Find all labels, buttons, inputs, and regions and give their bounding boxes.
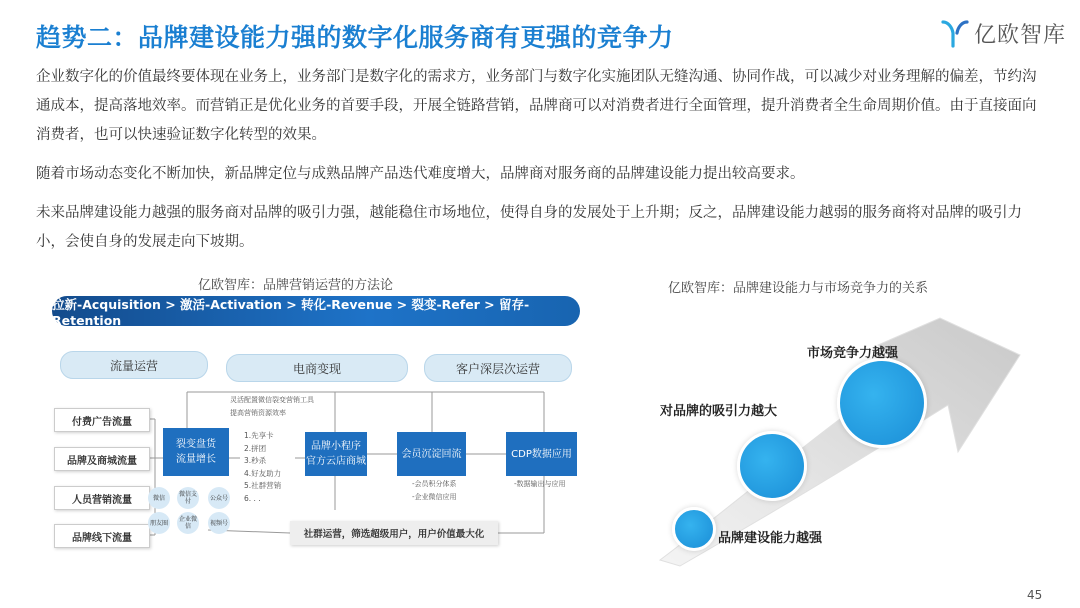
stage-traffic-ops: 流量运营 xyxy=(60,351,208,379)
right-figure-caption: 亿欧智库：品牌建设能力与市场竞争力的关系 xyxy=(668,281,929,296)
channel-wechat-pay: 微信支付 xyxy=(177,487,199,509)
box-cdp: CDP数据应用 xyxy=(506,432,577,476)
channel-official-account: 公众号 xyxy=(208,487,230,509)
label-competitiveness: 市场竞争力越强 xyxy=(807,346,899,361)
member-notes: -会员积分体系 -企业微信应用 xyxy=(412,480,457,501)
circle-medium xyxy=(737,431,807,501)
left-figure-caption: 亿欧智库：品牌营销运营的方法论 xyxy=(198,278,394,293)
stage-deep-customer-ops: 客户深层次运营 xyxy=(424,354,572,382)
paragraph-1: 企业数字化的价值最终要体现在业务上，业务部门是数字化的需求方，业务部门与数字化实施团队无缝沟通、协同作战，可以减少对业务理解的偏差，节约沟通成本，提高落地效率。而营销正是优化业务的首要手段，开展全链路营销，品牌商可以对消费者进行全面管理，提升消费者全生命周期价值。由于直接面向消费者，也可以快速验证数字化转型的效果。 xyxy=(36,69,1037,143)
source-offline: 品牌线下流量 xyxy=(54,524,150,548)
box-brand-mall: 品牌小程序 官方云店商城 xyxy=(305,432,367,476)
label-brand-capability: 品牌建设能力越强 xyxy=(718,531,823,546)
box-fission-growth: 裂变盘货 流量增长 xyxy=(163,428,229,476)
circle-small xyxy=(672,507,716,551)
channel-wechat: 微信 xyxy=(148,487,170,509)
growth-note: 灵活配置微信裂变营销工具 提高营销资源效率 xyxy=(230,396,314,417)
page-number: 45 xyxy=(1027,588,1043,602)
tool-list: 1.先享卡 2.拼团 3.秒杀 4.好友助力 5.社群营销 6. . . xyxy=(244,431,282,503)
source-paid-ads: 付费广告流量 xyxy=(54,408,150,432)
label-attraction: 对品牌的吸引力越大 xyxy=(660,404,778,419)
source-staff-marketing: 人员营销流量 xyxy=(54,486,150,510)
community-ops-box: 社群运营，筛选超级用户，用户价值最大化 xyxy=(290,521,498,545)
channel-video-account: 视频号 xyxy=(208,512,230,534)
stage-ecommerce: 电商变现 xyxy=(226,354,408,382)
logo-text: 亿欧智库 xyxy=(974,22,1067,48)
source-brand-mall: 品牌及商城流量 xyxy=(54,447,150,471)
paragraph-2: 随着市场动态变化不断加快，新品牌定位与成熟品牌产品迭代难度增大，品牌商对服务商的品牌建设能力提出较高要求。 xyxy=(36,166,805,182)
channel-work-wechat: 企业微信 xyxy=(177,512,199,534)
aarrr-banner: 拉新-Acquisition > 激活-Activation > 转化-Revenue > 裂变-Refer > 留存-Retention xyxy=(52,296,580,326)
paragraph-3: 未来品牌建设能力越强的服务商对品牌的吸引力强，越能稳住市场地位，使得自身的发展处于上升期；反之，品牌建设能力越弱的服务商将对品牌的吸引力小，会使自身的发展走向下坡期。 xyxy=(36,205,1022,250)
circle-large xyxy=(837,358,927,448)
cdp-note: -数据输出与应用 xyxy=(514,480,566,488)
channel-moments: 朋友圈 xyxy=(148,512,170,534)
box-member-retention: 会员沉淀回流 xyxy=(397,432,466,476)
page-title: 趋势二：品牌建设能力强的数字化服务商有更强的竞争力 xyxy=(36,23,674,52)
